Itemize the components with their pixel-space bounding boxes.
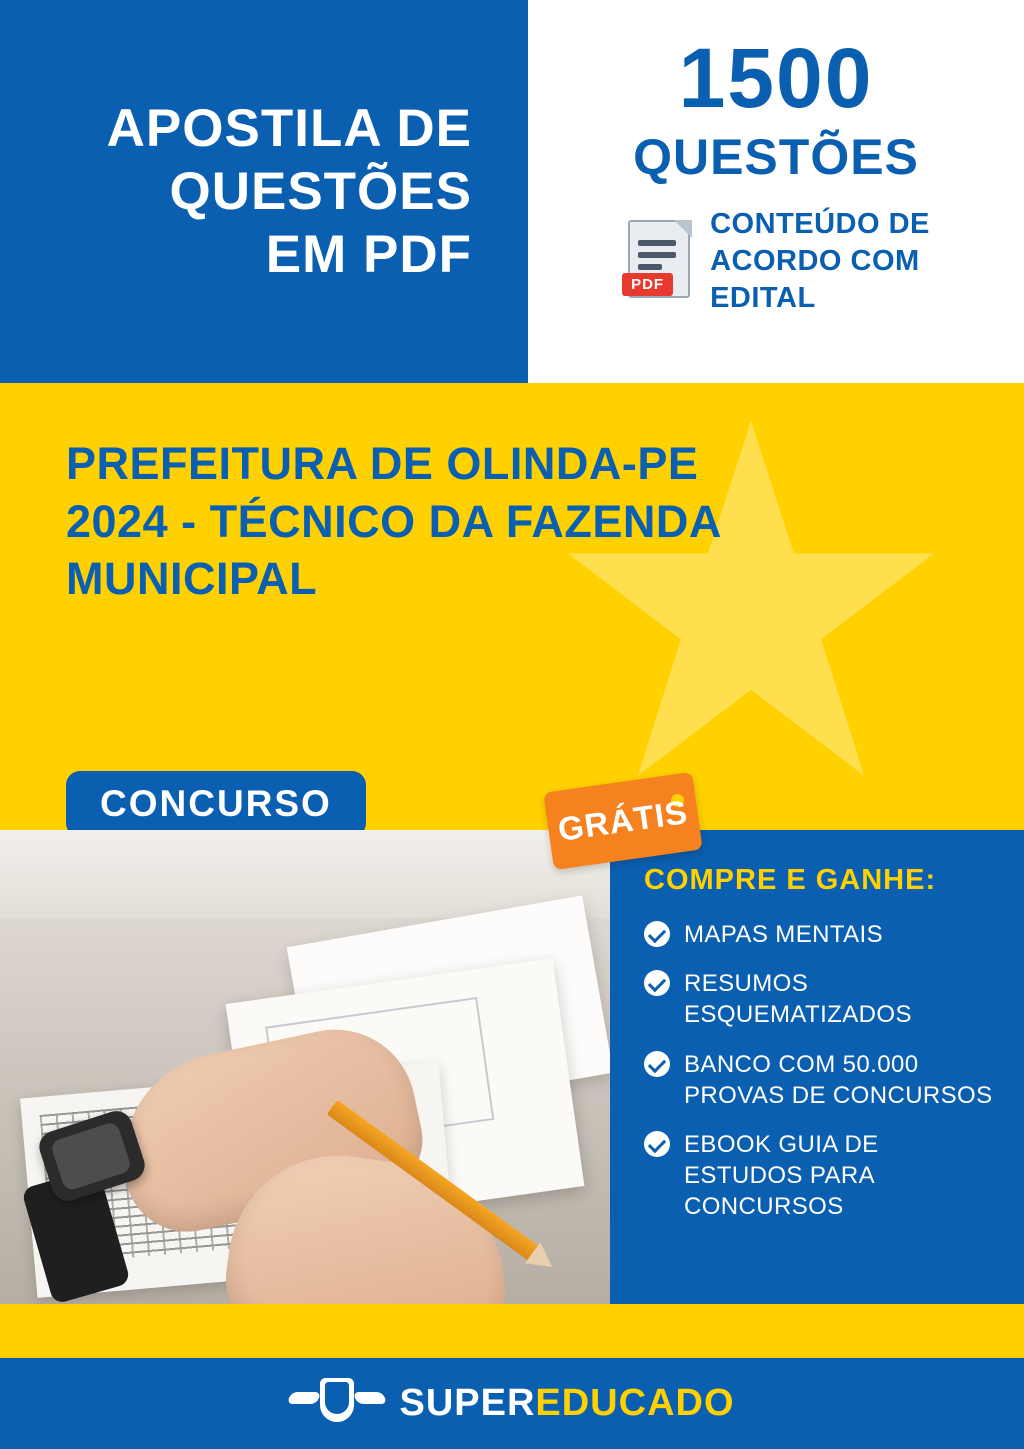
free-tag-label: GRÁTIS (555, 793, 691, 848)
footer-bar (0, 1358, 1024, 1449)
brand-name (399, 1382, 734, 1425)
free-tag (548, 782, 698, 860)
pdf-badge-label: PDF (622, 273, 673, 296)
check-icon (644, 1051, 670, 1077)
benefit-label: RESUMOS ESQUEMATIZADOS (684, 970, 912, 1029)
benefit-item (644, 1129, 1002, 1223)
benefit-item (644, 1049, 1002, 1111)
pdf-file-icon (622, 220, 694, 304)
brand-part1: SUPER (399, 1382, 536, 1424)
benefit-label: MAPAS MENTAIS (684, 921, 884, 948)
check-icon (644, 970, 670, 996)
benefit-label: BANCO COM 50.000 PROVAS DE CONCURSOS (684, 1050, 993, 1109)
shield-logo-icon (289, 1376, 385, 1432)
edital-text (710, 206, 930, 317)
benefit-item (644, 919, 1002, 950)
benefits-heading: COMPRE E GANHE: (644, 864, 937, 896)
header-left-panel (0, 0, 528, 383)
page-title: PREFEITURA DE OLINDA-PE 2024 - TÉCNICO DA FAZENDA MUNICIPAL (66, 438, 721, 605)
study-photo (0, 830, 610, 1304)
course-band (0, 383, 1024, 830)
benefits-panel (610, 830, 1024, 1304)
brand-part2: EDUCADO (535, 1382, 735, 1424)
header-title-line1: APOSTILA DE (106, 98, 472, 158)
header-band (0, 0, 1024, 383)
concurso-badge: CONCURSO (66, 771, 366, 830)
benefit-item (644, 968, 1002, 1030)
check-icon (644, 1131, 670, 1157)
header-title-line3: EM PDF (265, 225, 472, 285)
header-title-line2: QUESTÕES (169, 161, 472, 221)
edital-row (622, 206, 930, 317)
header-right-panel (528, 0, 1024, 383)
edital-line2: ACORDO COM (710, 245, 920, 278)
footer-yellow-stripe (0, 1304, 1024, 1358)
question-count-number: 1500 (678, 31, 874, 125)
benefit-label: EBOOK GUIA DE ESTUDOS PARA CONCURSOS (684, 1130, 879, 1221)
check-icon (644, 921, 670, 947)
question-count-label: QUESTÕES (633, 129, 919, 185)
edital-line3: EDITAL (710, 282, 816, 315)
edital-line1: CONTEÚDO DE (710, 208, 930, 240)
